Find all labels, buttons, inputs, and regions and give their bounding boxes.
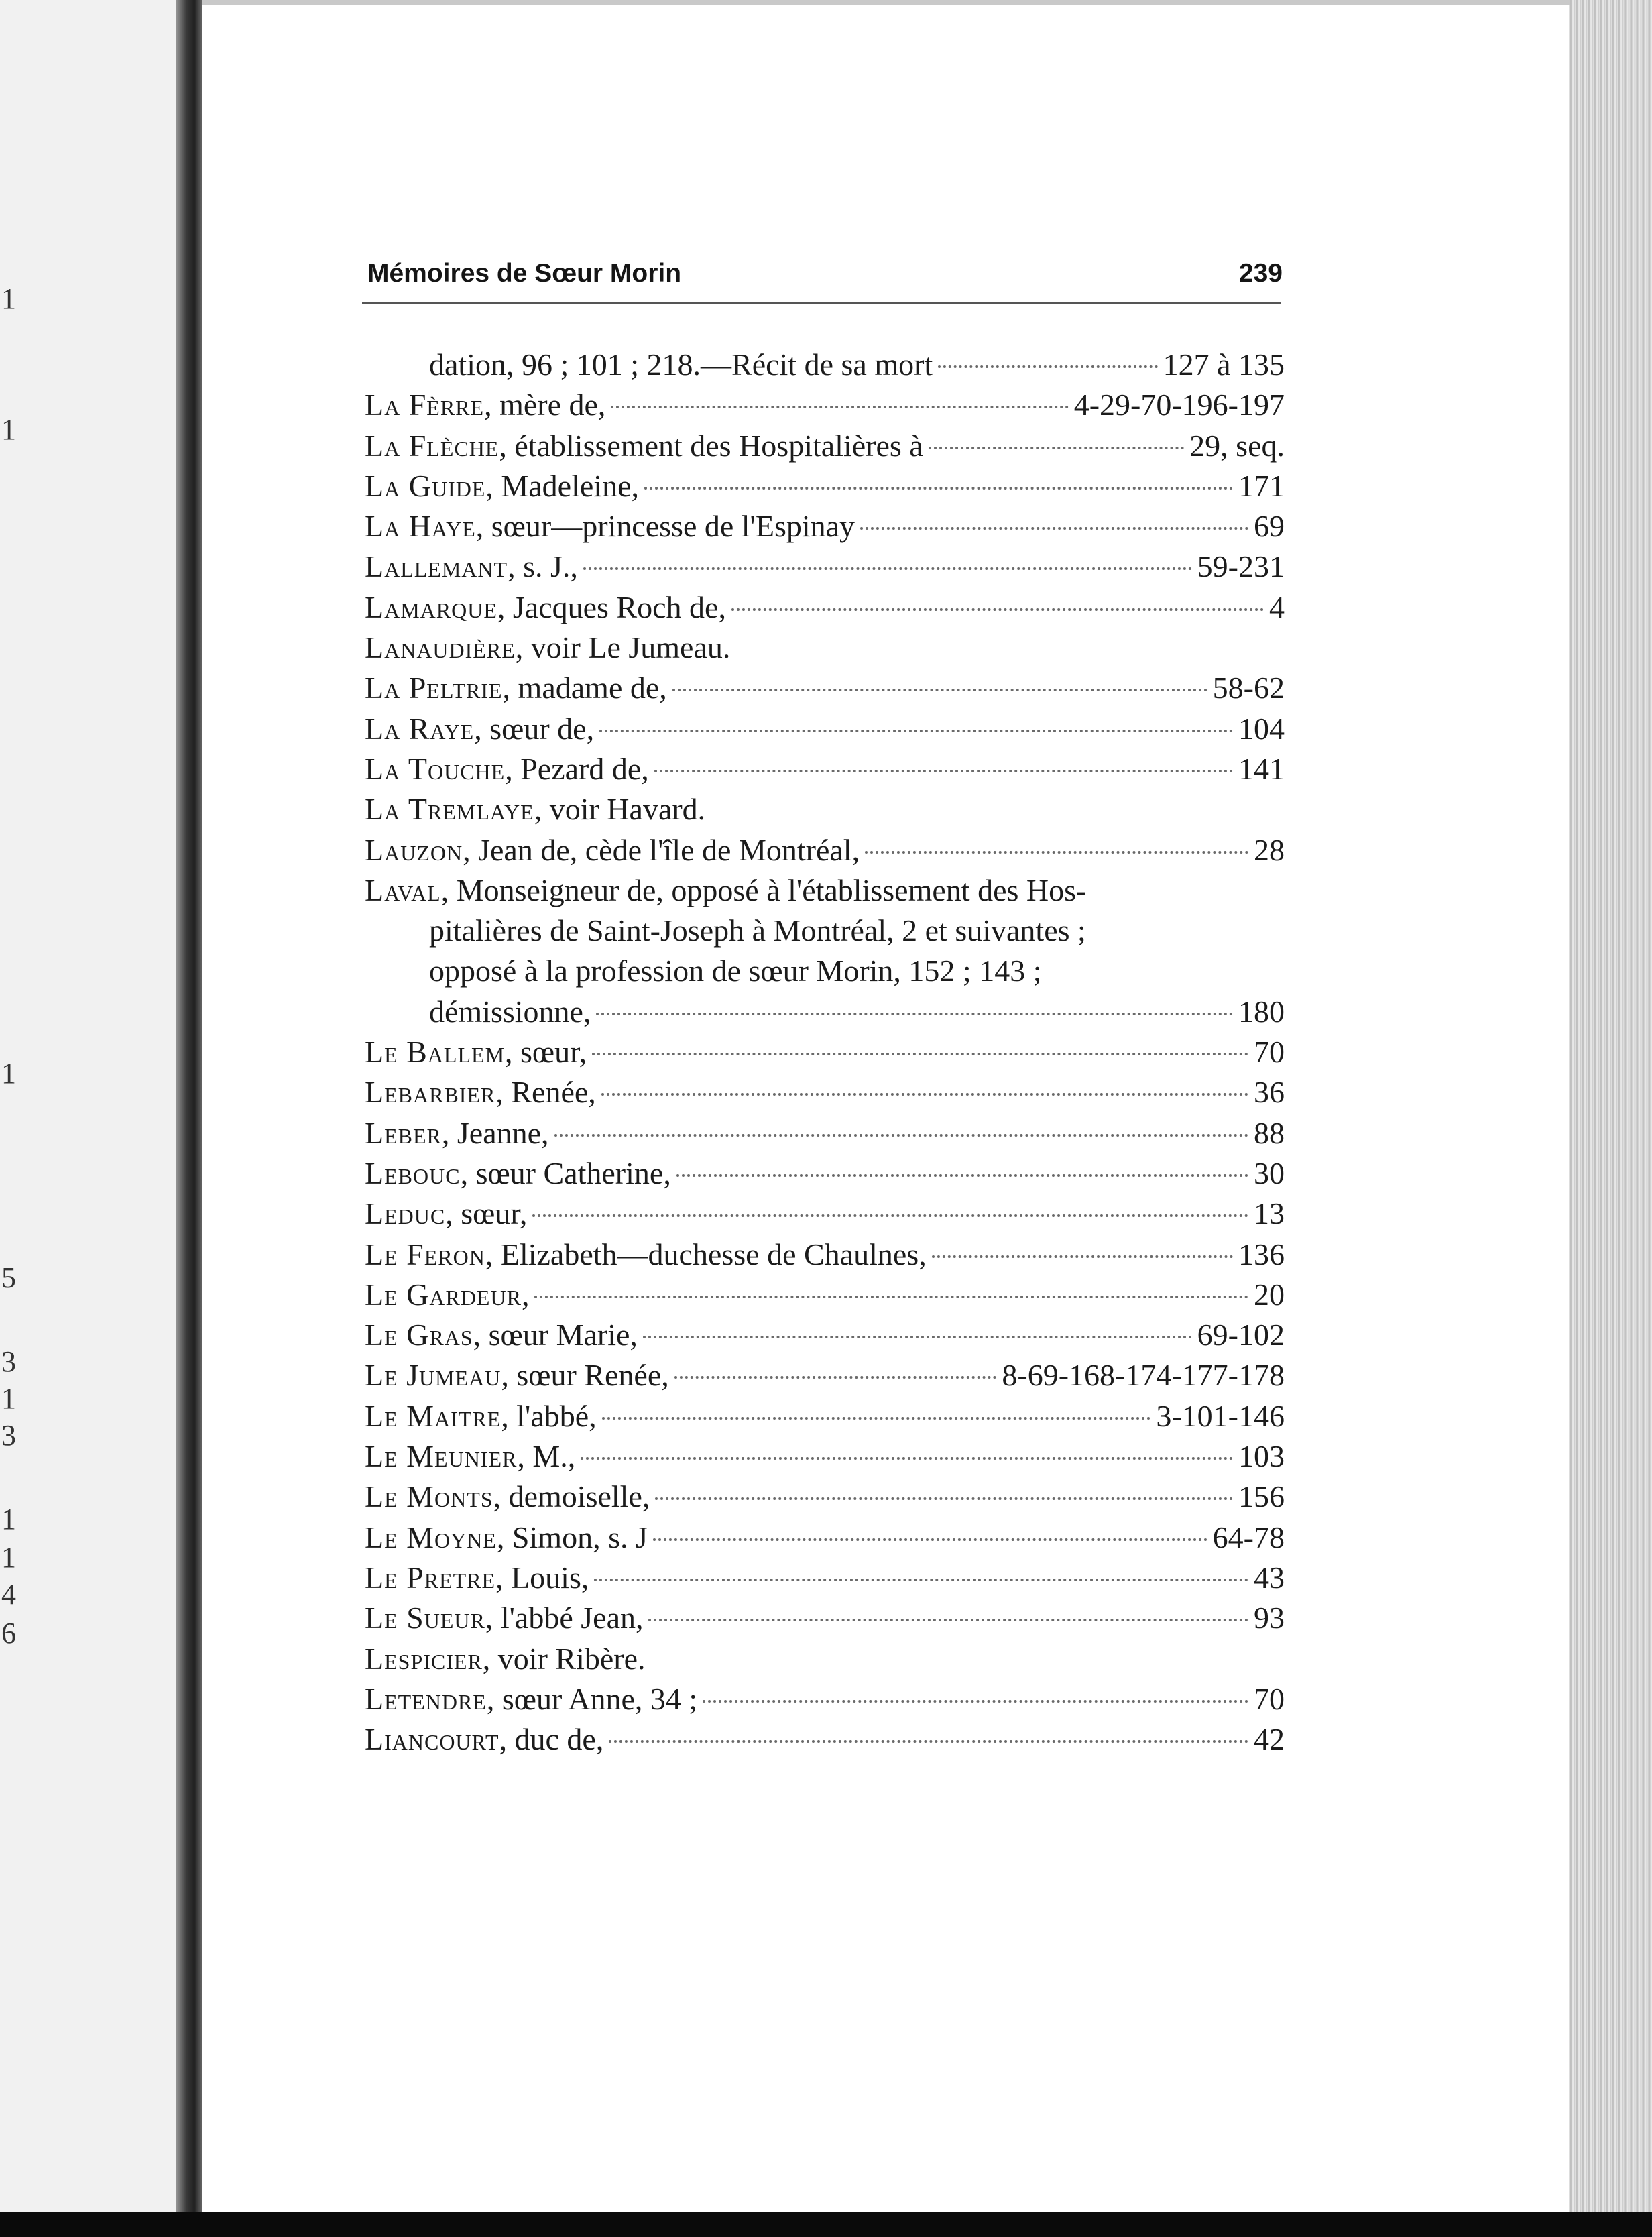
dot-leader xyxy=(731,608,1264,611)
entry-pages: 69 xyxy=(1254,509,1285,544)
entry-text xyxy=(365,830,860,870)
dot-leader xyxy=(592,1053,1248,1055)
dot-leader xyxy=(581,1457,1233,1460)
index-entry xyxy=(365,992,1285,1032)
entry-pages: 88 xyxy=(1254,1115,1285,1150)
entry-head: Le Maitre xyxy=(365,1398,501,1433)
entry-description: , l'abbé Jean, xyxy=(485,1601,644,1636)
entry-text xyxy=(365,1113,549,1153)
index-entry xyxy=(365,709,1285,749)
entry-description: , Monseigneur de, opposé à l'établissement des Hos- xyxy=(440,872,1087,907)
entry-pages: 136 xyxy=(1238,1237,1285,1271)
entry-text xyxy=(365,870,1086,911)
entry-description: , sœur, xyxy=(445,1196,528,1231)
entry-pages: 171 xyxy=(1238,468,1285,503)
index-entry xyxy=(365,1315,1285,1355)
entry-description: , M., xyxy=(517,1439,576,1474)
index-entry xyxy=(365,911,1285,951)
entry-pages: 103 xyxy=(1238,1439,1285,1474)
index-entry xyxy=(365,1719,1285,1760)
entry-text xyxy=(365,1679,697,1719)
entry-description: , mère de, xyxy=(484,388,606,422)
entry-pages: 70 xyxy=(1254,1035,1285,1070)
entry-text xyxy=(365,668,667,708)
entry-head: Lespicier xyxy=(365,1641,483,1676)
margin-digit: 1 xyxy=(1,1503,16,1536)
margin-digit: 3 xyxy=(1,1419,16,1452)
running-head-title: Mémoires de Sœur Morin xyxy=(367,259,682,288)
entry-text xyxy=(365,1436,575,1477)
book-gutter xyxy=(176,0,202,2237)
entry-text xyxy=(365,1315,638,1355)
index-entry xyxy=(365,547,1285,587)
entry-pages: 156 xyxy=(1238,1479,1285,1514)
index-entry xyxy=(365,1275,1285,1315)
dot-leader xyxy=(703,1700,1248,1703)
dot-leader xyxy=(583,567,1192,570)
entry-pages: 59-231 xyxy=(1197,549,1285,584)
dot-leader xyxy=(609,1740,1248,1743)
margin-digit: 3 xyxy=(1,1345,16,1378)
entry-text xyxy=(365,466,639,506)
entry-description: , Elizabeth—duchesse de Chaulnes, xyxy=(485,1237,927,1271)
entry-description: , l'abbé, xyxy=(501,1398,597,1433)
entry-pages: 58-62 xyxy=(1212,671,1285,705)
entry-head: Lauzon xyxy=(365,832,463,867)
index-entry xyxy=(365,587,1285,628)
entry-text xyxy=(365,1194,527,1234)
entry-text xyxy=(365,789,705,829)
entry-text xyxy=(365,628,730,668)
entry-description: , voir Ribère. xyxy=(482,1641,646,1676)
index-entry xyxy=(365,1598,1285,1638)
dot-leader xyxy=(865,851,1248,854)
dot-leader xyxy=(644,487,1233,490)
entry-description: , sœur—princesse de l'Espinay xyxy=(475,509,856,544)
margin-digit: 1 xyxy=(1,1382,16,1415)
entry-description: , Jeanne, xyxy=(441,1115,549,1150)
entry-text xyxy=(429,951,1042,991)
index-entry xyxy=(365,1153,1285,1194)
entry-text xyxy=(365,1396,597,1436)
margin-digit: 1 xyxy=(1,1541,16,1574)
index-entry xyxy=(365,870,1285,911)
entry-description: , voir Havard. xyxy=(534,792,706,827)
dot-leader xyxy=(938,365,1157,368)
entry-pages: 141 xyxy=(1238,751,1285,786)
entry-description: opposé à la profession de sœur Morin, 152 ; 143 ; xyxy=(429,954,1042,988)
dot-leader xyxy=(532,1214,1248,1217)
entry-text xyxy=(365,709,594,749)
index-entry xyxy=(365,628,1285,668)
entry-head: La Fèrre xyxy=(365,388,485,422)
index-entry xyxy=(365,668,1285,708)
entry-head: La Tremlaye xyxy=(365,792,534,827)
dot-leader xyxy=(929,447,1184,449)
margin-digit: 5 xyxy=(1,1261,16,1294)
index-entry xyxy=(365,385,1285,425)
entry-pages: 70 xyxy=(1254,1681,1285,1716)
index-entry xyxy=(365,426,1285,466)
index-entry xyxy=(365,345,1285,385)
entry-head: Le Gardeur xyxy=(365,1277,522,1312)
entry-head: Lanaudière xyxy=(365,630,516,665)
dot-leader xyxy=(643,1336,1192,1338)
entry-text xyxy=(429,345,933,385)
entry-head: Lallemant xyxy=(365,549,508,584)
entry-description: , madame de, xyxy=(502,671,667,705)
margin-digit: 1 xyxy=(1,413,16,446)
entry-description: , Renée, xyxy=(495,1075,596,1110)
entry-pages: 4-29-70-196-197 xyxy=(1073,388,1285,422)
index-entry xyxy=(365,466,1285,506)
index-entry xyxy=(365,1679,1285,1719)
entry-pages: 8-69-168-174-177-178 xyxy=(1002,1358,1285,1393)
entry-description: dation, 96 ; 101 ; 218.—Récit de sa mort xyxy=(429,347,933,382)
entry-head: Leber xyxy=(365,1115,442,1150)
entry-description: , duc de, xyxy=(499,1722,604,1757)
entry-description: , Jacques Roch de, xyxy=(497,589,726,624)
entry-head: Le Monts xyxy=(365,1479,493,1514)
entry-head: Laval xyxy=(365,872,441,907)
entry-text xyxy=(365,1072,596,1112)
left-facing-page xyxy=(0,0,191,2237)
dot-leader xyxy=(594,1579,1248,1581)
entry-head: Le Meunier xyxy=(365,1439,518,1474)
index-entry xyxy=(365,1477,1285,1517)
entry-head: Lebarbier xyxy=(365,1075,496,1110)
entry-description: , sœur Catherine, xyxy=(460,1155,671,1190)
entry-description: , sœur, xyxy=(505,1035,587,1070)
dot-leader xyxy=(534,1296,1248,1298)
entry-pages: 4 xyxy=(1269,589,1285,624)
entry-description: , voir Le Jumeau. xyxy=(515,630,731,665)
index-entry xyxy=(365,1194,1285,1234)
entry-head: La Touche xyxy=(365,751,506,786)
index-entry xyxy=(365,789,1285,829)
index-entry xyxy=(365,1396,1285,1436)
index-entry xyxy=(365,1639,1285,1679)
entry-text xyxy=(365,749,649,789)
entry-description: démissionne, xyxy=(429,994,591,1029)
margin-digit: 4 xyxy=(1,1578,16,1611)
entry-head: Liancourt xyxy=(365,1722,499,1757)
entry-description: , établissement des Hospitalières à xyxy=(499,428,923,463)
entry-text xyxy=(365,426,923,466)
entry-pages: 64-78 xyxy=(1212,1519,1285,1554)
dot-leader xyxy=(653,1538,1207,1541)
entry-pages: 93 xyxy=(1254,1601,1285,1636)
index-entry xyxy=(365,1113,1285,1153)
top-edge xyxy=(202,0,1570,5)
entry-description: , sœur Anne, 34 ; xyxy=(486,1681,698,1716)
entry-pages: 104 xyxy=(1238,711,1285,746)
entry-head: Letendre xyxy=(365,1681,487,1716)
entry-description: , demoiselle, xyxy=(493,1479,650,1514)
dot-leader xyxy=(596,1013,1233,1015)
entry-description: , Madeleine, xyxy=(485,468,639,503)
entry-text xyxy=(365,385,605,425)
entry-head: La Peltrie xyxy=(365,671,503,705)
entry-head: Lamarque xyxy=(365,589,497,624)
running-head-rule xyxy=(362,302,1281,304)
entry-head: Le Pretre xyxy=(365,1560,496,1595)
entry-pages: 28 xyxy=(1254,832,1285,867)
entry-pages: 127 à 135 xyxy=(1163,347,1285,382)
entry-description: , Louis, xyxy=(495,1560,589,1595)
entry-description: pitalières de Saint-Joseph à Montréal, 2 et suivantes ; xyxy=(429,913,1086,948)
index-entry xyxy=(365,1436,1285,1477)
index-entry xyxy=(365,1558,1285,1598)
entry-description: , Jean de, cède l'île de Montréal, xyxy=(463,832,860,867)
entry-text xyxy=(365,1558,589,1598)
dot-leader xyxy=(655,1497,1233,1500)
index-entry xyxy=(365,951,1285,991)
dot-leader xyxy=(601,1093,1248,1096)
margin-digit: 1 xyxy=(1,282,16,315)
entry-head: La Guide xyxy=(365,468,486,503)
entry-head: Le Gras xyxy=(365,1318,473,1353)
entry-text xyxy=(365,506,855,547)
entry-text xyxy=(429,992,591,1032)
entry-pages: 13 xyxy=(1254,1196,1285,1231)
entry-text xyxy=(365,1153,671,1194)
entry-head: Le Moyne xyxy=(365,1519,497,1554)
entry-head: Le Ballem xyxy=(365,1035,506,1070)
running-head xyxy=(367,259,1283,306)
index-entry xyxy=(365,1355,1285,1395)
index-entry xyxy=(365,1072,1285,1112)
dot-leader xyxy=(648,1619,1248,1621)
entry-pages: 42 xyxy=(1254,1722,1285,1757)
entry-pages: 20 xyxy=(1254,1277,1285,1312)
dot-leader xyxy=(676,1174,1248,1177)
entry-pages: 36 xyxy=(1254,1075,1285,1110)
entry-description: , sœur Marie, xyxy=(473,1318,638,1353)
entry-pages: 69-102 xyxy=(1197,1318,1285,1353)
entry-description: , xyxy=(521,1277,530,1312)
margin-digit: 1 xyxy=(1,1057,16,1090)
entry-head: Leduc xyxy=(365,1196,446,1231)
entry-pages: 43 xyxy=(1254,1560,1285,1595)
index-entry xyxy=(365,1235,1285,1275)
entry-head: Le Sueur xyxy=(365,1601,485,1636)
dot-leader xyxy=(860,527,1248,530)
entry-head: Le Feron xyxy=(365,1237,485,1271)
entry-head: Le Jumeau xyxy=(365,1358,501,1393)
entry-text xyxy=(365,1235,927,1275)
entry-text xyxy=(429,911,1086,951)
entry-text xyxy=(365,587,726,628)
entry-text xyxy=(365,1639,646,1679)
entry-text xyxy=(365,1517,648,1558)
dot-leader xyxy=(674,1376,997,1379)
index-entry xyxy=(365,506,1285,547)
entry-description: , sœur Renée, xyxy=(501,1358,669,1393)
entry-text xyxy=(365,1355,669,1395)
entry-head: La Raye xyxy=(365,711,475,746)
dot-leader xyxy=(654,770,1233,772)
entry-text xyxy=(365,1032,587,1072)
entry-pages: 3-101-146 xyxy=(1156,1398,1285,1433)
entry-head: Lebouc xyxy=(365,1155,461,1190)
dot-leader xyxy=(554,1134,1248,1137)
entry-text xyxy=(365,1598,643,1638)
page-number: 239 xyxy=(1238,259,1283,288)
index-list xyxy=(365,345,1285,1760)
bottom-edge xyxy=(0,2212,1652,2237)
dot-leader xyxy=(672,689,1207,691)
entry-pages: 29, seq. xyxy=(1189,428,1285,463)
dot-leader xyxy=(932,1255,1233,1258)
dot-leader xyxy=(599,730,1233,732)
entry-head: La Haye xyxy=(365,509,476,544)
entry-pages: 30 xyxy=(1254,1155,1285,1190)
entry-description: , sœur de, xyxy=(474,711,595,746)
entry-text xyxy=(365,1719,603,1760)
entry-head: La Flèche xyxy=(365,428,499,463)
index-entry xyxy=(365,749,1285,789)
index-entry xyxy=(365,1517,1285,1558)
index-entry xyxy=(365,1032,1285,1072)
page-edges xyxy=(1569,0,1652,2237)
entry-description: , s. J., xyxy=(508,549,578,584)
entry-description: , Pezard de, xyxy=(505,751,649,786)
dot-leader xyxy=(611,406,1068,408)
entry-pages: 180 xyxy=(1238,994,1285,1029)
entry-description: , Simon, s. J xyxy=(496,1519,648,1554)
entry-text xyxy=(365,547,578,587)
margin-digit: 6 xyxy=(1,1617,16,1650)
entry-text xyxy=(365,1477,650,1517)
dot-leader xyxy=(602,1417,1151,1420)
entry-text xyxy=(365,1275,529,1315)
index-entry xyxy=(365,830,1285,870)
